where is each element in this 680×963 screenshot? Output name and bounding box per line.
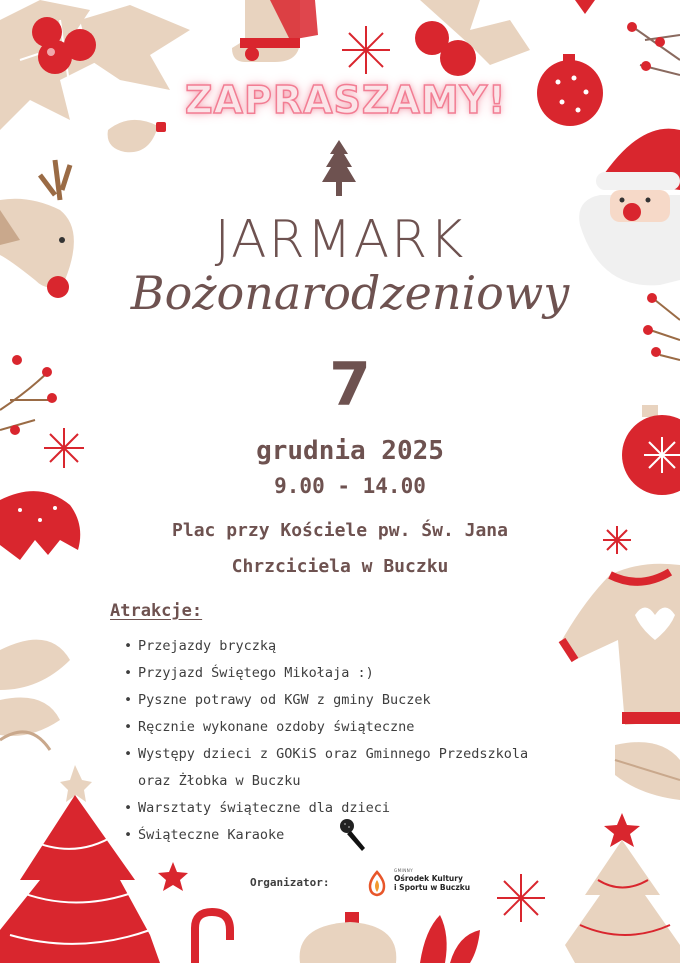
gokis-logo-icon — [362, 868, 392, 898]
candy-cane — [195, 912, 230, 963]
list-item: • Ręcznie wykonane ozdoby świąteczne — [124, 714, 528, 741]
red-hat — [0, 491, 80, 560]
organizer-name-line-1: Ośrodek Kultury — [394, 874, 463, 883]
red-leaves-bottom — [420, 915, 480, 963]
list-item-continuation: oraz Żłobka w Buczku — [138, 773, 301, 789]
event-hours: 9.00 - 14.00 — [274, 474, 426, 498]
ornament-ball-top-right — [537, 54, 603, 126]
star-icon — [158, 862, 188, 891]
event-place-line-2: Chrzciciela w Buczku — [231, 556, 449, 577]
list-item: • Pyszne potrawy od KGW z gminy Buczek — [124, 687, 528, 714]
list-item: • Przejazdy bryczką — [124, 633, 528, 660]
invitation-headline: ZAPRASZAMY! — [185, 78, 507, 122]
organizer-name — [394, 874, 470, 892]
leaves-right — [615, 742, 680, 800]
organizer-name-line-2: i Sportu w Buczku — [394, 883, 471, 892]
list-item: • Występy dzieci z GOKiS oraz Gminnego Przedszkola — [124, 741, 528, 768]
ornament-ball-bottom — [300, 912, 397, 963]
list-item: • Świąteczne Karaoke — [124, 822, 528, 849]
snowflake-icon — [497, 874, 545, 922]
berry-twig-right — [643, 293, 680, 360]
christmas-tree-icon — [322, 140, 356, 198]
microphone-icon — [338, 818, 368, 852]
berry-twig-left — [0, 355, 57, 435]
organizer-label: Organizator: — [250, 876, 330, 889]
organizer-small-text: GMINNY — [394, 868, 414, 873]
event-place-line-1: Plac przy Kościele pw. Św. Jana — [172, 520, 508, 541]
event-day: 7 — [329, 350, 371, 420]
organizer-logo — [362, 866, 472, 900]
christmas-sock — [232, 0, 318, 62]
ornament-ball-right — [622, 405, 680, 495]
pine-cone — [108, 120, 166, 152]
christmas-sweater — [562, 564, 680, 725]
event-subtitle: Bożonarodzeniowy — [130, 266, 570, 320]
christmas-tree-right — [565, 813, 680, 963]
berry-twig-top-right — [630, 25, 680, 75]
list-item: • Warsztaty świąteczne dla dzieci — [124, 795, 528, 822]
event-title: JARMARK — [214, 210, 466, 270]
list-item: • Przyjazd Świętego Mikołaja :) — [124, 660, 528, 687]
attractions-heading: Atrakcje: — [110, 601, 203, 621]
attractions-list — [124, 633, 528, 849]
snowflake-icon — [342, 26, 390, 74]
reindeer — [0, 160, 74, 298]
snowflake-icon — [44, 428, 84, 468]
holly-leaves-top-left — [0, 0, 190, 130]
event-month-year: grudnia 2025 — [256, 436, 444, 466]
santa-claus — [579, 129, 680, 286]
leaves-left — [0, 640, 70, 750]
snowflake-icon — [603, 526, 631, 554]
